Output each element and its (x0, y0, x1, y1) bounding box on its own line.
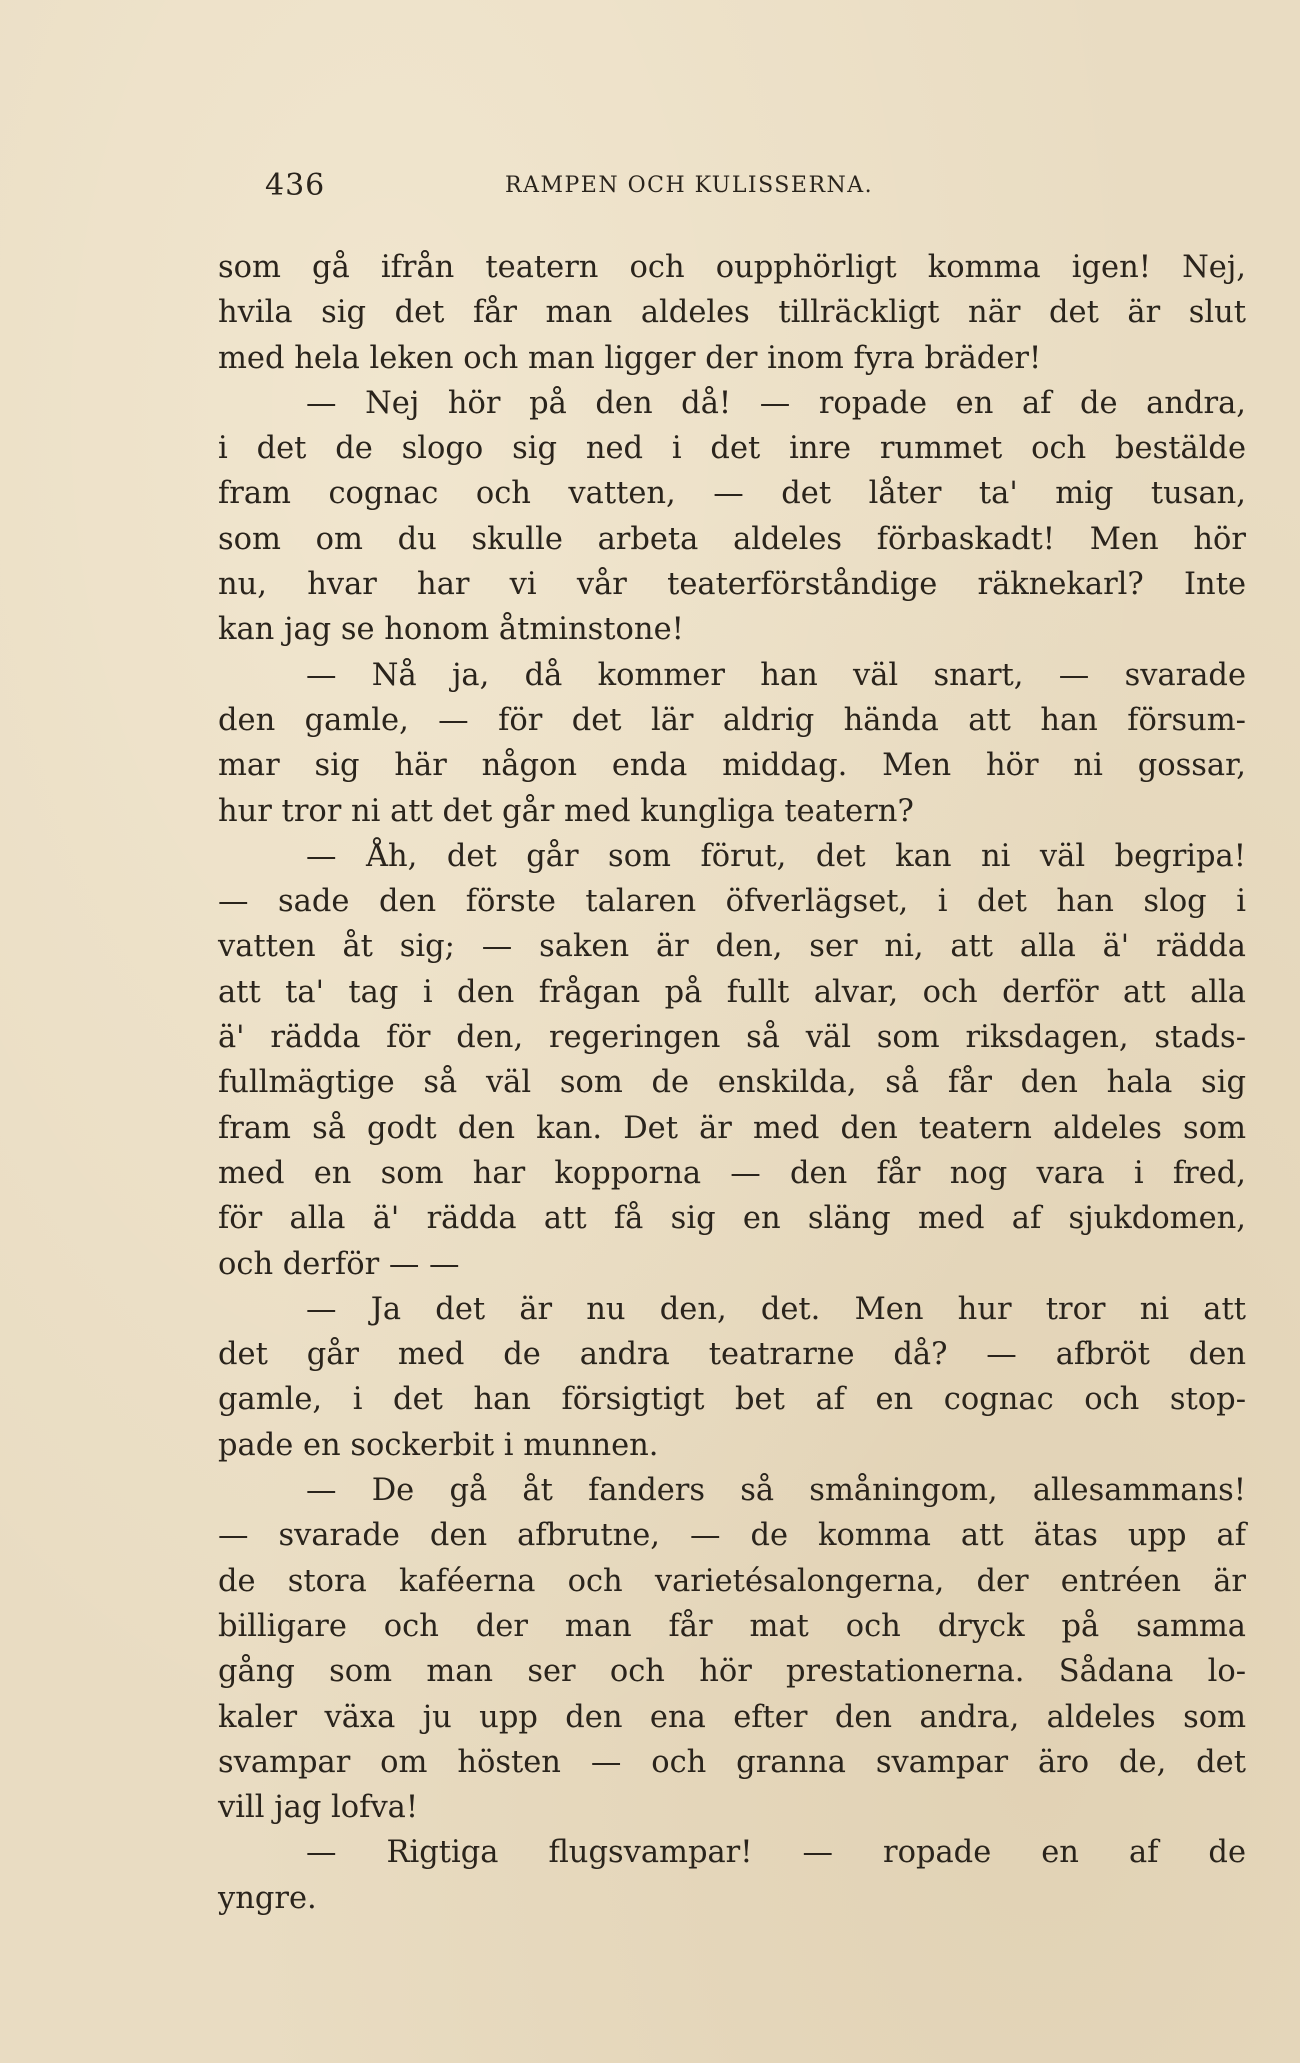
text-line: — svarade den afbrutne, — de komma att ätas upp af (218, 1518, 1246, 1554)
text-line: som gå ifrån teatern och oupphörligt komma igen! Nej, (218, 250, 1246, 285)
text-line: fullmägtige så väl som de enskilda, så får den hala sig (218, 1065, 1246, 1101)
text-line: vatten åt sig; — saken är den, ser ni, att alla ä' rädda (218, 929, 1246, 965)
body-text (218, 245, 1246, 1921)
text-line: — Nej hör på den då! — ropade en af de andra, (306, 385, 1246, 421)
text-line: som om du skulle arbeta aldeles förbaskadt! Men hör (218, 521, 1246, 557)
text-line: mar sig här någon enda middag. Men hör ni gossar, (218, 748, 1246, 784)
text-line: det går med de andra teatrarne då? — afbröt den (218, 1337, 1246, 1373)
text-line: vill jag lofva! (218, 1790, 419, 1826)
text-line: ä' rädda för den, regeringen så väl som riksdagen, stads- (218, 1020, 1246, 1056)
text-line: — Ja det är nu den, det. Men hur tror ni att (306, 1291, 1246, 1327)
text-line: — De gå åt fanders så småningom, allesammans! (306, 1473, 1246, 1509)
text-line: för alla ä' rädda att få sig en släng med af sjukdomen, (218, 1201, 1246, 1237)
text-line: — sade den förste talaren öfverlägset, i det han slog i (218, 884, 1246, 920)
text-line: hur tror ni att det går med kungliga teatern? (218, 793, 914, 829)
text-line: med en som har kopporna — den får nog vara i fred, (218, 1155, 1246, 1191)
text-line: med hela leken och man ligger der inom fyra bräder! (218, 340, 1042, 376)
text-line: den gamle, — för det lär aldrig hända att han försum- (218, 702, 1246, 738)
page-header (265, 168, 1045, 208)
text-line: — Åh, det går som förut, det kan ni väl begripa! (306, 838, 1246, 874)
text-line: kaler växa ju upp den ena efter den andra, aldeles som (218, 1699, 1246, 1735)
page-number: 436 (265, 168, 326, 203)
text-line: i det de slogo sig ned i det inre rummet och bestälde (218, 431, 1246, 467)
text-line: — Rigtiga flugsvampar! — ropade en af de (306, 1835, 1246, 1871)
text-line: kan jag se honom åtminstone! (218, 612, 684, 648)
text-line: — Nå ja, då kommer han väl snart, — svarade (306, 657, 1246, 693)
running-head: RAMPEN OCH KULISSERNA. (505, 173, 874, 198)
text-line: pade en sockerbit i munnen. (218, 1427, 659, 1463)
text-line: och derför — — (218, 1246, 460, 1282)
text-line: fram så godt den kan. Det är med den teatern aldeles som (218, 1110, 1246, 1146)
text-line: att ta' tag i den frågan på fullt alvar, och derför att alla (218, 974, 1246, 1010)
text-line: svampar om hösten — och granna svampar äro de, det (218, 1744, 1246, 1780)
text-line: hvila sig det får man aldeles tillräckligt när det är slut (218, 295, 1246, 331)
text-line: billigare och der man får mat och dryck på samma (218, 1608, 1246, 1644)
text-line: gång som man ser och hör prestationerna. Sådana lo- (218, 1654, 1246, 1690)
text-line: de stora kaféerna och varietésalongerna, der entréen är (218, 1563, 1246, 1599)
text-line: yngre. (218, 1880, 317, 1916)
text-line: gamle, i det han försigtigt bet af en cognac och stop- (218, 1382, 1246, 1418)
text-line: fram cognac och vatten, — det låter ta' mig tusan, (218, 476, 1246, 512)
text-line: nu, hvar har vi vår teaterförståndige räknekarl? Inte (218, 567, 1246, 603)
